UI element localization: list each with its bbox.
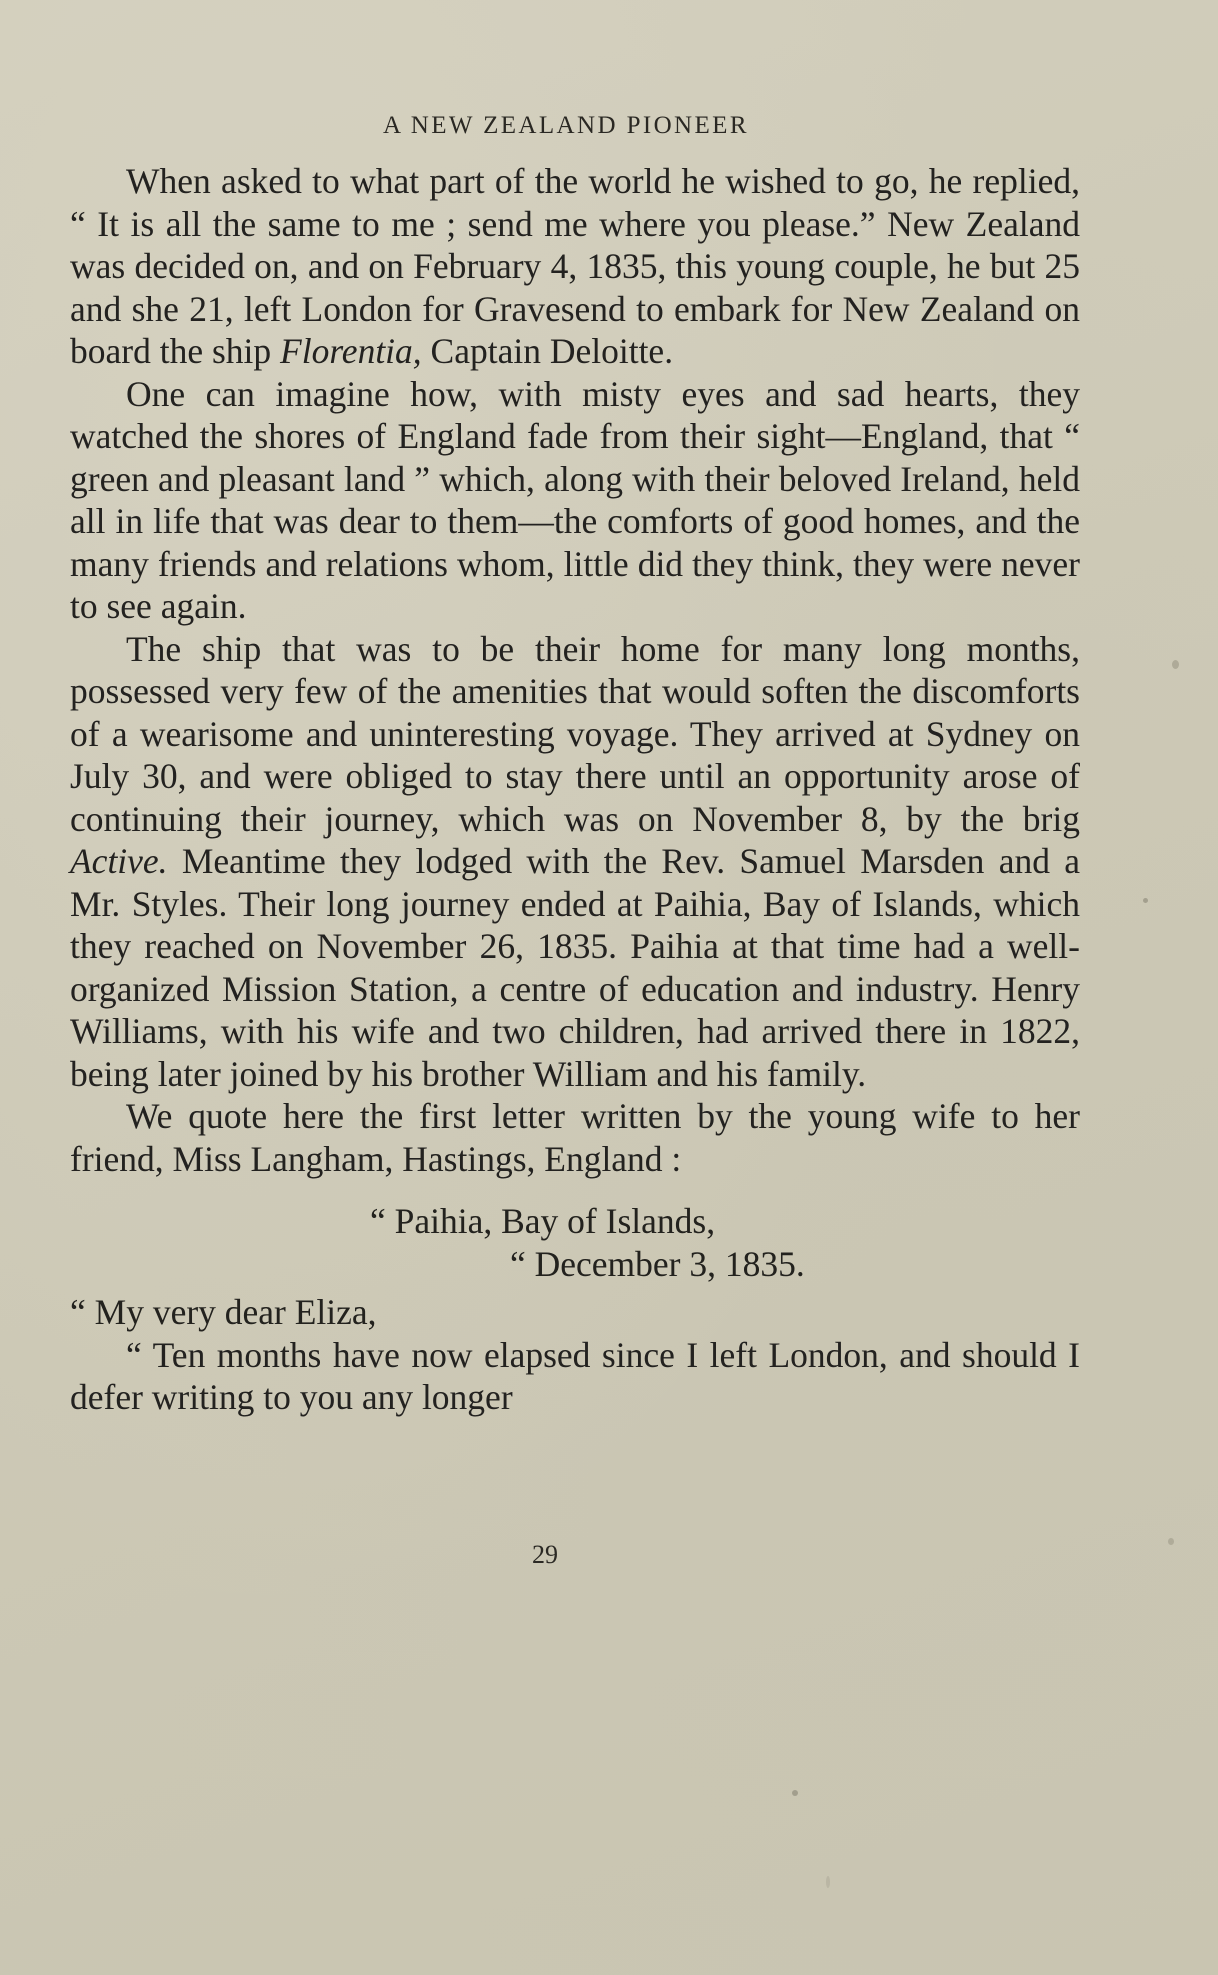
ship-name-florentia: Florentia, xyxy=(280,331,422,371)
page-number: 29 xyxy=(532,1540,558,1569)
letter-place-line: “ Paihia, Bay of Islands, xyxy=(370,1201,716,1241)
letter-heading xyxy=(70,1200,1080,1285)
text-block xyxy=(70,112,1080,1569)
paper-speck xyxy=(1172,660,1179,669)
body-text xyxy=(70,160,1080,1180)
paragraph-4: We quote here the first letter written by the young wife to her friend, Miss Langham, Hastings, England : xyxy=(70,1096,1080,1179)
letter-date-line: “ December 3, 1835. xyxy=(510,1243,805,1284)
running-head: A NEW ZEALAND PIONEER xyxy=(383,112,749,139)
paragraph-3-text-a: The ship that was to be their home for many long months, possessed very few of the amenities that would soften the discomforts of a wearisome and uninteresting voyage. They arrived at Sydney on July 30, and were obliged to stay there until an opportunity arose of continuing their journey, which was on November 8, by the brig xyxy=(70,628,1080,839)
letter-body xyxy=(70,1334,1080,1419)
paragraph-1-text-end: Captain Deloitte. xyxy=(421,331,674,371)
paragraph-1-text: When asked to what part of the world he wished to go, he replied, “ It is all the same to me ; send me where you please.” New Zealand was decided on, and on February 4, 1835, this young couple, he but 25 and she 21, left London for Gravesend to embark for New Zealand on board the ship xyxy=(70,161,1080,371)
paragraph-3 xyxy=(70,628,1080,1096)
paper-speck xyxy=(1143,898,1148,903)
ship-name-active: Active. xyxy=(70,841,168,881)
paragraph-2: One can imagine how, with misty eyes and sad hearts, they watched the shores of England fade from their sight—England, that “ green and pleasant land ” which, along with their beloved Ireland, held all in life that was dear to them—the comforts of good homes, and the many friends and relations whom, little did they think, they were never to see again. xyxy=(70,373,1080,626)
paper-speck xyxy=(1168,1538,1174,1545)
paper-speck xyxy=(826,1876,830,1888)
letter-salutation: “ My very dear Eliza, xyxy=(70,1292,377,1332)
letter-opening-paragraph: “ Ten months have now elapsed since I left London, and should I defer writing to you any longer xyxy=(70,1334,1080,1417)
paragraph-3-text-b: Meantime they lodged with the Rev. Samuel Marsden and a Mr. Styles. Their long journey ended at Paihia, Bay of Islands, which they reached on November 26, 1835. Paihia at that time had a well-organized Mission Station, a centre of education and industry. Henry Williams, with his wife and two children, had arrived there in 1822, being later joined by his brother William and his family. xyxy=(70,841,1080,1094)
paragraph-1 xyxy=(70,160,1080,373)
paper-speck xyxy=(792,1790,798,1796)
